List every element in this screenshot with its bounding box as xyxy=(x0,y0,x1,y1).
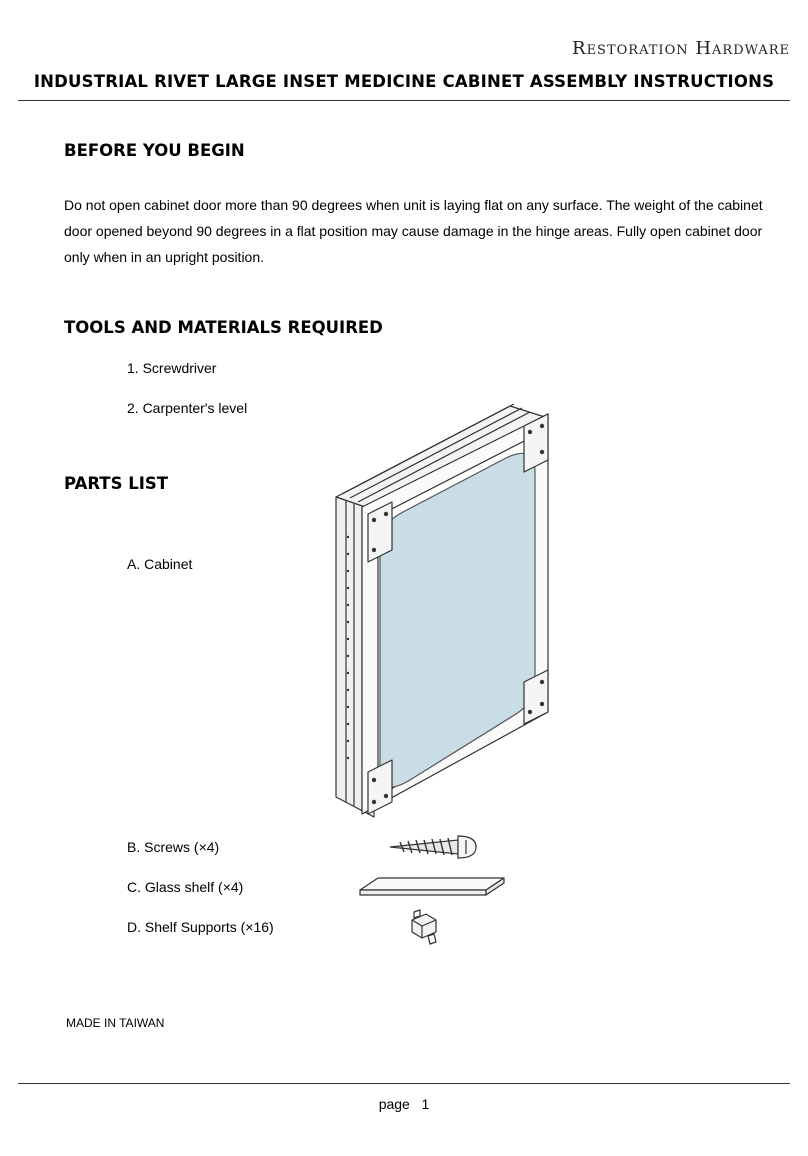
tools-heading: TOOLS AND MATERIALS REQUIRED xyxy=(64,318,383,337)
before-text: Do not open cabinet door more than 90 degrees when unit is laying flat on any surface. The weight of the cabinet door opened beyond 90 degrees in a flat position may cause damage in the hinge areas. Fully open cabinet door only when in an upright position. xyxy=(64,197,763,265)
glass-shelf-illustration xyxy=(356,874,508,900)
parts-heading: PARTS LIST xyxy=(64,474,168,493)
document-title: INDUSTRIAL RIVET LARGE INSET MEDICINE CABINET ASSEMBLY INSTRUCTIONS xyxy=(33,72,775,91)
before-heading: BEFORE YOU BEGIN xyxy=(64,141,245,160)
part-item-screws: B. Screws (×4) xyxy=(127,839,220,855)
tool-item-level: 2. Carpenter's level xyxy=(127,400,248,416)
header-rule xyxy=(18,100,790,101)
shelf-support-illustration xyxy=(406,908,446,948)
part-item-glass-shelf: C. Glass shelf (×4) xyxy=(127,879,244,895)
footer-rule xyxy=(18,1083,790,1084)
part-item-shelf-supports: D. Shelf Supports (×16) xyxy=(127,919,274,935)
screw-illustration xyxy=(386,830,478,864)
page-number: page 1 xyxy=(378,1096,430,1112)
cabinet-illustration xyxy=(328,402,556,822)
made-in-label: MADE IN TAIWAN xyxy=(66,1016,165,1030)
brand-name: Restoration Hardware xyxy=(572,38,790,59)
tool-item-screwdriver: 1. Screwdriver xyxy=(127,360,217,376)
part-item-cabinet: A. Cabinet xyxy=(127,556,193,572)
